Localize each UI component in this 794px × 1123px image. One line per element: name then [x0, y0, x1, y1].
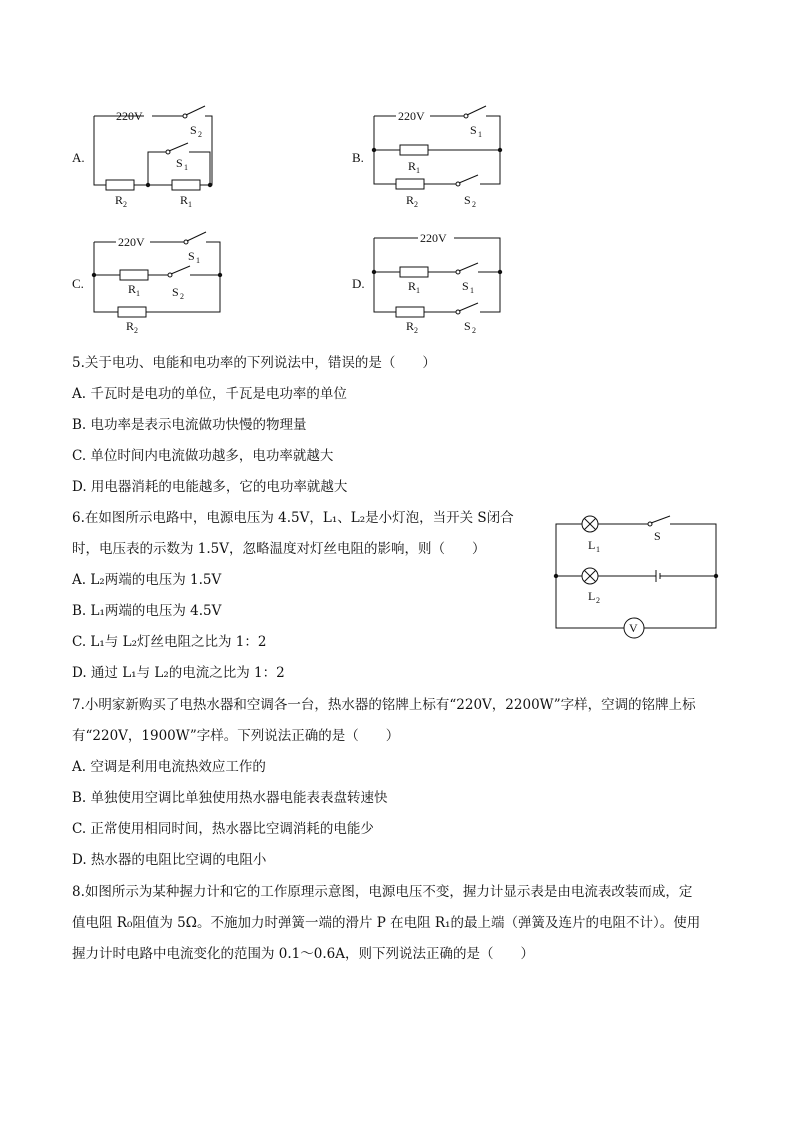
svg-text:L: L	[588, 589, 596, 603]
svg-text:R: R	[406, 193, 415, 207]
option-d-letter: D.	[352, 276, 365, 291]
q7-option-a: A. 空调是利用电流热效应工作的	[72, 759, 266, 775]
svg-text:1: 1	[196, 256, 200, 265]
svg-text:1: 1	[188, 200, 192, 209]
svg-text:S: S	[176, 156, 183, 170]
svg-text:1: 1	[416, 166, 420, 175]
svg-text:R: R	[128, 282, 137, 296]
q7-stem-line1: 7.小明家新购买了电热水器和空调各一台，热水器的铭牌上标有“220V，2200W”字样，空调的铭牌上标	[72, 697, 696, 713]
svg-text:1: 1	[136, 289, 140, 298]
svg-text:2: 2	[123, 200, 127, 209]
q7-option-d: D. 热水器的电阻比空调的电阻小	[72, 852, 267, 868]
source-label-c: 220V	[118, 235, 145, 249]
svg-text:2: 2	[198, 130, 202, 139]
option-c-letter: C.	[72, 276, 84, 291]
svg-text:2: 2	[472, 200, 476, 209]
svg-text:L: L	[588, 538, 596, 552]
svg-text:2: 2	[472, 326, 476, 335]
q5-stem: 5.关于电功、电能和电功率的下列说法中，错误的是（ ）	[72, 355, 436, 371]
svg-text:R: R	[408, 279, 417, 293]
svg-text:R: R	[406, 319, 415, 333]
q8-stem-line2: 值电阻 R₀阻值为 5Ω。不施加力时弹簧一端的滑片 P 在电阻 R₁的最上端（弹簧及连片的电阻不计）。使用	[72, 915, 701, 931]
q6-option-b: B. L₁两端的电压为 4.5V	[72, 603, 222, 619]
q6-option-a: A. L₂两端的电压为 1.5V	[72, 572, 222, 588]
svg-text:S: S	[464, 319, 471, 333]
q6-option-c: C. L₁与 L₂灯丝电阻之比为 1：2	[72, 634, 267, 650]
option-b-letter: B.	[352, 150, 364, 165]
svg-text:S: S	[190, 123, 197, 137]
source-label-d: 220V	[420, 231, 447, 245]
source-label-b: 220V	[398, 109, 425, 123]
q6-circuit-diagram	[548, 508, 724, 644]
q8-stem-line3: 握力计时电路中电流变化的范围为 0.1～0.6A，则下列说法正确的是（ ）	[72, 946, 534, 962]
q6-stem-line2: 时，电压表的示数为 1.5V，忽略温度对灯丝电阻的影响，则（ ）	[72, 541, 486, 557]
svg-text:R: R	[408, 159, 417, 173]
svg-text:2: 2	[180, 292, 184, 301]
q8-stem-line1: 8.如图所示为某种握力计和它的工作原理示意图，电源电压不变，握力计显示表是由电流表改装而成，定	[72, 884, 693, 900]
svg-text:2: 2	[134, 326, 138, 335]
svg-text:1: 1	[184, 163, 188, 172]
svg-text:R: R	[115, 193, 124, 207]
svg-text:V: V	[629, 621, 638, 635]
svg-text:S: S	[464, 193, 471, 207]
svg-text:2: 2	[414, 200, 418, 209]
svg-text:1: 1	[478, 130, 482, 139]
circuit-diagram-d	[368, 226, 518, 341]
svg-text:1: 1	[416, 286, 420, 295]
svg-text:R: R	[126, 319, 135, 333]
svg-text:1: 1	[596, 545, 600, 554]
option-a-letter: A.	[72, 150, 85, 165]
q7-option-b: B. 单独使用空调比单独使用热水器电能表表盘转速快	[72, 790, 388, 806]
q5-option-c: C. 单位时间内电流做功越多，电功率就越大	[72, 448, 334, 464]
svg-text:S: S	[462, 279, 469, 293]
svg-text:S: S	[654, 529, 661, 543]
svg-text:1: 1	[470, 286, 474, 295]
svg-text:S: S	[470, 123, 477, 137]
circuit-diagram-b	[368, 100, 518, 215]
q6-option-d: D. 通过 L₁与 L₂的电流之比为 1：2	[72, 665, 285, 681]
svg-text:R: R	[180, 193, 189, 207]
q5-option-d: D. 用电器消耗的电能越多，它的电功率就越大	[72, 479, 348, 495]
svg-text:S: S	[188, 249, 195, 263]
svg-text:S: S	[172, 285, 179, 299]
circuit-diagram-a	[88, 100, 238, 215]
q6-stem-line1: 6.在如图所示电路中，电源电压为 4.5V，L₁、L₂是小灯泡，当开关 S闭合	[72, 510, 514, 526]
source-label-a: 220V	[116, 109, 143, 123]
svg-text:2: 2	[596, 596, 600, 605]
circuit-diagram-c	[88, 226, 238, 341]
q5-option-a: A. 千瓦时是电功的单位，千瓦是电功率的单位	[72, 386, 347, 402]
q7-option-c: C. 正常使用相同时间，热水器比空调消耗的电能少	[72, 821, 374, 837]
svg-text:2: 2	[414, 326, 418, 335]
q5-option-b: B. 电功率是表示电流做功快慢的物理量	[72, 417, 307, 433]
q7-stem-line2: 有“220V，1900W”字样。下列说法正确的是（ ）	[72, 728, 400, 744]
